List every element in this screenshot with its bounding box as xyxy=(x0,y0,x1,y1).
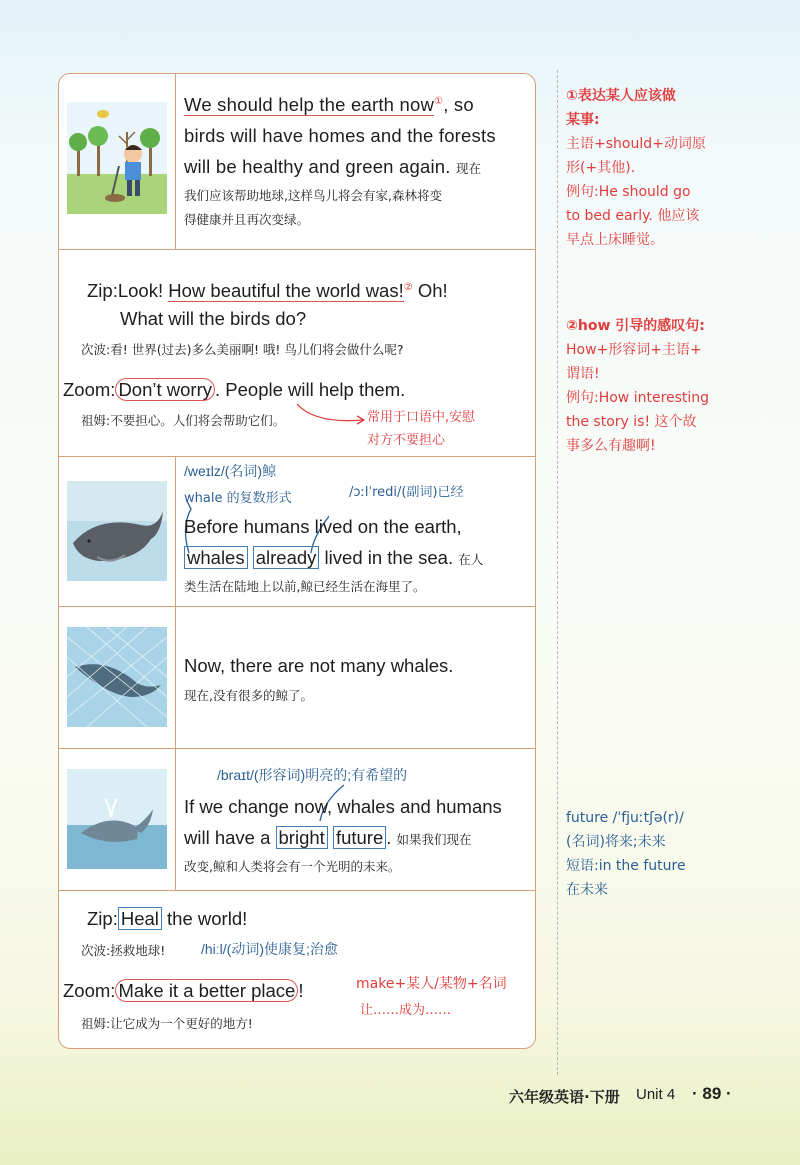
note-marker-2: ② xyxy=(403,282,413,293)
annotation-make-2: 让……成为…… xyxy=(360,1003,452,1018)
highlight-whales: whales xyxy=(184,546,248,569)
chinese-line: 祖姆:不要担心。人们将会帮助它们。 xyxy=(81,413,286,428)
english-line: If we change now, whales and humans xyxy=(184,796,502,817)
annotation-bright: /braɪt/(形容词)明亮的;有希望的 xyxy=(217,767,408,783)
arrow-icon xyxy=(295,402,367,428)
whale-in-net-illustration xyxy=(67,627,167,727)
footer-unit: Unit 4 xyxy=(636,1086,676,1103)
picture-column xyxy=(59,457,176,606)
annotation-whales-ipa: /weɪlz/(名词)鲸 xyxy=(184,463,277,479)
zip-line-2: What will the birds do? xyxy=(120,308,307,329)
side-note-line: 在未来 xyxy=(566,882,608,898)
side-note-line: (名词)将来;未来 xyxy=(566,834,666,850)
speaker-zip: Zip: xyxy=(87,280,118,302)
highlight-make-it-better: Make it a better place xyxy=(115,979,298,1002)
side-note-line: How+形容词+主语+ xyxy=(566,342,702,358)
highlight-should-help: We should help the earth now xyxy=(184,94,435,116)
english-line xyxy=(184,542,483,575)
text-fragment: . xyxy=(386,827,392,848)
zip-line xyxy=(87,272,448,306)
text-fragment: will have a xyxy=(184,827,276,848)
side-note-line: to bed early. 他应该 xyxy=(566,208,700,224)
side-note-line: 例句:He should go xyxy=(566,184,691,200)
zoom-line xyxy=(63,374,405,405)
side-note-future xyxy=(566,806,686,902)
speaker-zoom: Zoom: xyxy=(63,980,116,1001)
text-fragment: , so xyxy=(443,94,474,116)
side-note-line: the story is! 这个故 xyxy=(566,414,697,430)
english-line: Now, there are not many whales. xyxy=(184,655,454,676)
side-note-heading: ②how 引导的感叹句: xyxy=(566,318,705,334)
picture-column xyxy=(59,74,176,249)
chinese-line: 次波:拯救地球! xyxy=(81,943,166,958)
english-line: will be healthy and green again. xyxy=(184,156,451,178)
english-line: birds will have homes and the forests xyxy=(184,125,496,147)
speaker-zip: Zip: xyxy=(87,908,118,929)
row-dialogue-1 xyxy=(59,249,535,456)
zip-line xyxy=(87,903,247,934)
whale-spouting-illustration xyxy=(67,769,167,869)
side-note-heading: 某事: xyxy=(566,112,600,128)
side-note-line: future /ˈfjuːtʃə(r)/ xyxy=(566,810,684,826)
chinese-fragment: 在人 xyxy=(458,552,484,567)
highlight-heal: Heal xyxy=(118,907,162,930)
highlight-bright: bright xyxy=(276,826,328,849)
chinese-line: 类生活在陆地上以前,鲸已经生活在海里了。 xyxy=(184,579,426,594)
text-fragment: Oh! xyxy=(412,280,448,302)
side-note-line: 事多么有趣啊! xyxy=(566,438,656,454)
highlight-future: future xyxy=(333,826,386,849)
earth-text xyxy=(184,86,529,232)
speaker-zoom: Zoom: xyxy=(63,379,116,400)
chinese-fragment: 如果我们现在 xyxy=(396,832,472,847)
side-note-line: 主语+should+动词原 xyxy=(566,136,706,152)
row-whales-history xyxy=(59,456,535,606)
side-note-line: 谓语! xyxy=(566,366,600,382)
picture-column xyxy=(59,749,176,890)
picture-column xyxy=(59,607,176,748)
chinese-line: 次波:看! 世界(过去)多么美丽啊! 哦! 鸟儿们将会做什么呢? xyxy=(81,342,404,357)
english-line: Before humans lived on the earth, xyxy=(184,516,462,537)
chinese-line: 我们应该帮助地球,这样鸟儿将会有家,森林将变 xyxy=(184,188,442,204)
note-marker-1: ① xyxy=(434,96,444,107)
side-note-should xyxy=(566,84,706,252)
chinese-line: 现在,没有很多的鲸了。 xyxy=(184,688,313,703)
row-earth xyxy=(59,74,535,249)
row-bright-future xyxy=(59,748,535,890)
highlight-already: already xyxy=(253,546,320,569)
zoom-line xyxy=(63,975,303,1006)
page-number: · 89 · xyxy=(692,1084,732,1103)
side-note-line: 短语:in the future xyxy=(566,858,686,874)
text-fragment: ! xyxy=(298,980,304,1001)
text-fragment: the world! xyxy=(161,908,248,929)
side-divider xyxy=(557,70,558,1075)
whale-illustration xyxy=(67,481,167,581)
footer-book-title: 六年级英语·下册 xyxy=(509,1088,620,1106)
lesson-card xyxy=(58,73,536,1049)
chinese-fragment: 现在 xyxy=(455,161,482,177)
chinese-line: 祖姆:让它成为一个更好的地方! xyxy=(81,1016,253,1031)
side-note-line: 形(+其他). xyxy=(566,160,636,176)
annotation-dont-worry-2: 对方不要担心 xyxy=(367,433,446,448)
annotation-heal: /hiːl/(动词)使康复;治愈 xyxy=(201,941,338,957)
side-note-how xyxy=(566,314,709,458)
side-note-line: 早点上床睡觉。 xyxy=(566,232,664,248)
highlight-how-beautiful: How beautiful the world was! xyxy=(168,280,404,302)
english-line xyxy=(184,822,472,855)
boy-planting-tree-illustration xyxy=(67,102,167,214)
chinese-line: 改变,鲸和人类将会有一个光明的未来。 xyxy=(184,859,401,874)
row-not-many-whales xyxy=(59,606,535,748)
annotation-make-1: make+某人/某物+名词 xyxy=(356,976,507,992)
annotation-already: /ɔːlˈredi/(副词)已经 xyxy=(349,485,464,500)
annotation-dont-worry-1: 常用于口语中,安慰 xyxy=(367,410,476,425)
row-dialogue-2 xyxy=(59,890,535,1049)
side-note-heading: ①表达某人应该做 xyxy=(566,88,676,104)
highlight-dont-worry: Don’t worry xyxy=(115,378,215,401)
annotation-whales-def: whale 的复数形式 xyxy=(184,491,292,506)
side-note-line: 例句:How interesting xyxy=(566,390,710,406)
text-fragment: Look! xyxy=(117,280,169,302)
text-fragment: lived in the sea. xyxy=(319,547,454,568)
chinese-line: 得健康并且再次变绿。 xyxy=(184,212,310,228)
text-fragment: . People will help them. xyxy=(215,379,406,400)
